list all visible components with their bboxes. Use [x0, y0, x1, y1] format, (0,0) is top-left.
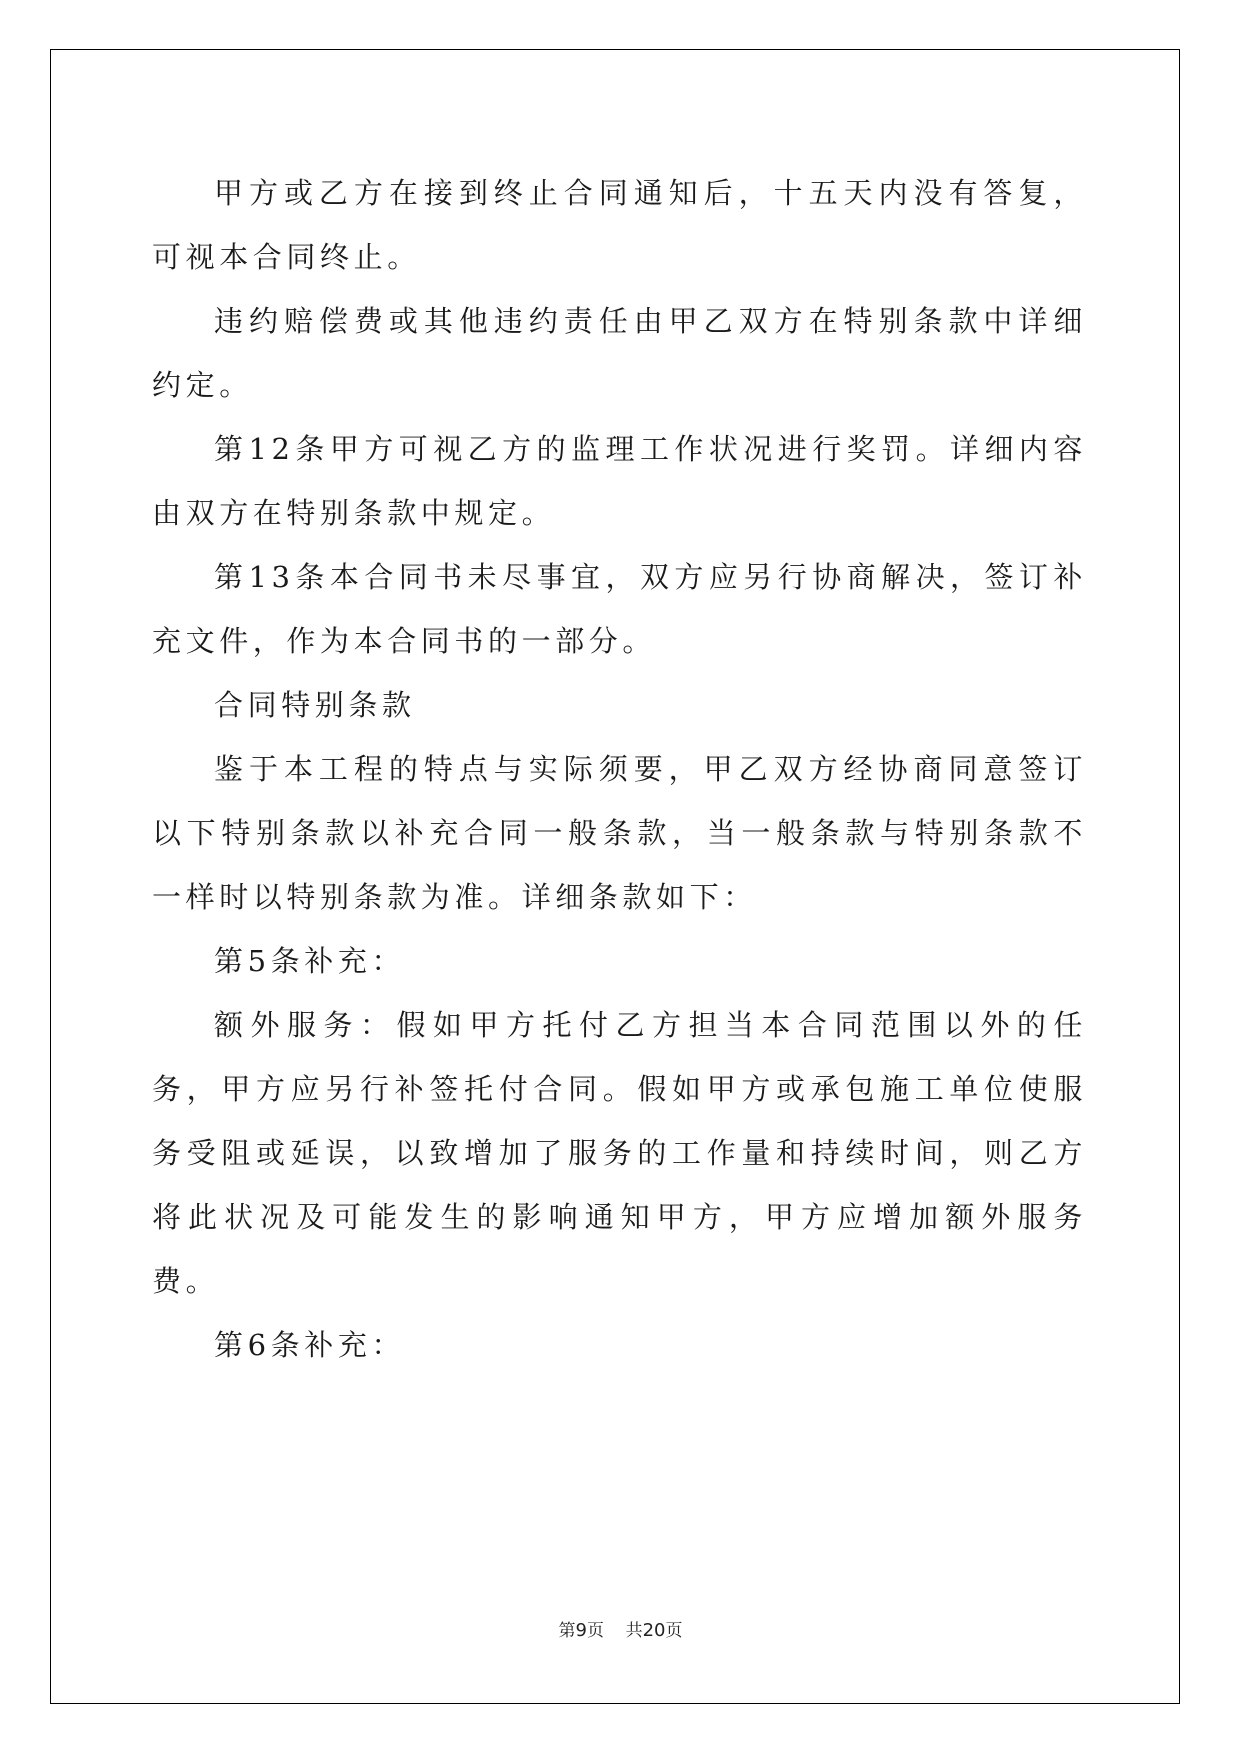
- page-number: 9: [575, 1620, 587, 1641]
- paragraph: 第12条甲方可视乙方的监理工作状况进行奖罚。详细内容由双方在特别条款中规定。: [152, 432, 1087, 530]
- paragraph: 第6条补充：: [214, 1328, 406, 1362]
- paragraph: 鉴于本工程的特点与实际须要，甲乙双方经协商同意签订以下特别条款以补充合同一般条款，当一般条款与特别条款不一样时以特别条款为准。详细条款如下：: [152, 752, 1087, 914]
- page-footer: [0, 1616, 1241, 1641]
- paragraph: 甲方或乙方在接到终止合同通知后，十五天内没有答复，可视本合同终止。: [152, 176, 1087, 274]
- total-suffix: 页: [665, 1621, 683, 1641]
- paragraph: 第13条本合同书未尽事宜，双方应另行协商解决，签订补充文件，作为本合同书的一部分。: [152, 560, 1087, 658]
- paragraph: 第5条补充：: [214, 944, 406, 978]
- total-prefix: 共: [625, 1621, 643, 1641]
- paragraph: 违约赔偿费或其他违约责任由甲乙双方在特别条款中详细约定。: [152, 304, 1087, 402]
- page-suffix: 页: [586, 1621, 604, 1641]
- total-pages: 20: [642, 1620, 666, 1641]
- section-heading: 合同特别条款: [214, 688, 416, 722]
- paragraph: 额外服务：假如甲方托付乙方担当本合同范围以外的任务，甲方应另行补签托付合同。假如甲方或承包施工单位使服务受阻或延误，以致增加了服务的工作量和持续时间，则乙方将此状况及可能发生的影响通知甲方，甲方应增加额外服务费。: [152, 1008, 1087, 1298]
- page-prefix: 第: [558, 1621, 576, 1641]
- document-body: [152, 161, 1087, 1377]
